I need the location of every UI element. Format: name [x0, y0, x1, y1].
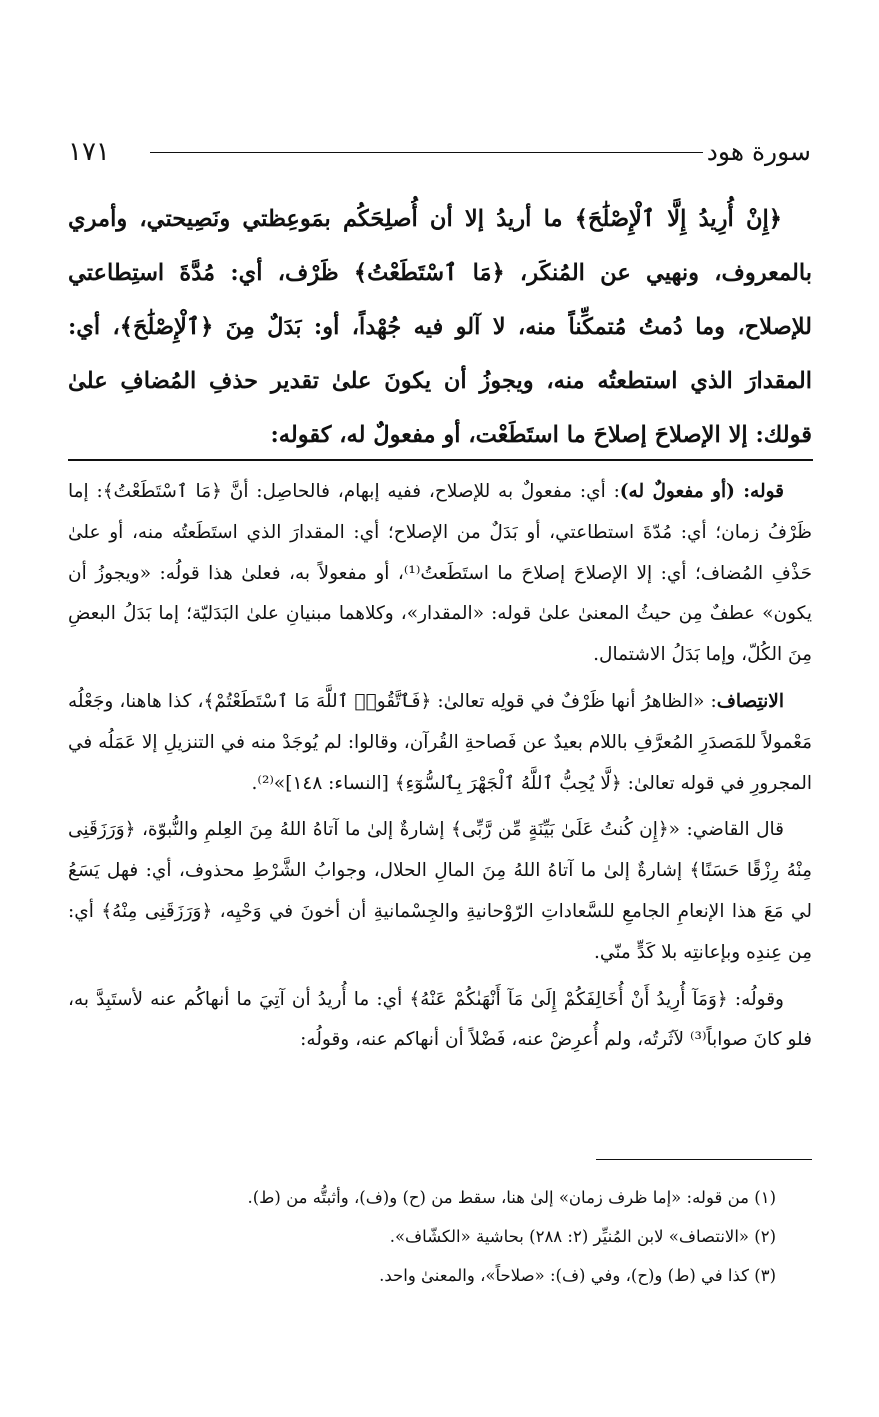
main-paragraph: ﴿إِنْ أُرِيدُ إِلَّا ٱلْإِصْلَٰحَ﴾ ما أريدُ إلا أن أُصلِحَكُم بمَوعِظتي ونَصِيحتي، وأمري بالمعروف، ونهيي عن المُنكَر، ﴿مَا ٱسْتَطَعْتُ﴾ ظَرْف، أي: مُدَّةَ استِطاعتي للإصلاح، وما دُمتُ مُتمكِّناً منه، لا آلو فيه جُهْداً، أو: بَدَلٌ مِنَ ﴿ٱلْإِصْلَٰحَ﴾، أي: المقدارَ الذي استطعتُه منه، ويجوزُ أن يكونَ علىٰ تقدير حذفِ المُضافِ علىٰ قولك: إلا الإصلاحَ إصلاحَ ما استَطَعْت، أو مفعولٌ له، كقوله:	[68, 206, 812, 448]
commentary-paragraph	[68, 472, 812, 676]
footnote: (٣) كذا في (ط) و(ح)، وفي (ف): «صلاحاً»، والمعنىٰ واحد.	[379, 1266, 776, 1285]
footnote: (١) من قوله: «إما ظرف زمان» إلىٰ هنا، سقط من (ح) و(ف)، وأثبتُّه من (ط).	[247, 1188, 776, 1207]
main-text	[68, 192, 812, 462]
commentary-paragraph: وقولُه: ﴿وَمَآ أُرِيدُ أَنْ أُخَالِفَكُمْ إِلَىٰ مَآ أَنْهَىٰكُمْ عَنْهُ﴾ أي: ما أُريدُ أن آتِيَ ما أنهاكُم عنه لأستَبِدَّ به، فلو كانَ صواباً⁽³⁾ لآثَرتُه، ولم أُعرِضْ عنه، فَضْلاً أن أنهاكم عنه، وقولُه:	[68, 988, 812, 1051]
commentary-text: : أي: مفعولٌ به للإصلاح، ففيه إبهام، فالحاصِل: أنَّ ﴿مَا ٱسْتَطَعْتُ﴾: إما ظَرْفُ زمان؛ أي: مُدّةَ استطاعتي، أو بَدَلٌ من الإصلاح؛ أي: المقدارَ الذي استَطَعتُه منه، أو علىٰ حَذْفِ المُضاف؛ أي: إلا الإصلاحَ إصلاحَ ما استَطَعتُ⁽¹⁾، أو مفعولاً به، فعلىٰ هذا قولُه: «ويجوزُ أن يكون» عطفٌ مِن حيثُ المعنىٰ علىٰ قوله: «المقدار»، وكلاهما مبنيانِ علىٰ البَدَليّة؛ إما بَدَلُ البعضِ مِنَ الكُلّ، وإما بَدَلُ الاشتمال.	[68, 481, 812, 666]
commentary-text: : «الظاهرُ أنها ظَرْفٌ في قولِه تعالىٰ: ﴿فَٱتَّقُوا۟ ٱللَّهَ مَا ٱسْتَطَعْتُمْ﴾، كذا هاهنا، وجَعْلُه مَعْمولاً للمَصدَرِ المُعرَّفِ باللام بعيدٌ عن فَصاحةِ القُرآن، وقالوا: لم يُوجَدْ منه في التنزيلِ إلا عَمَلُه في المجرورِ في قوله تعالىٰ: ﴿لَّا يُحِبُّ ٱللَّهُ ٱلْجَهْرَ بِٱلسُّوٓءِ﴾ [النساء: ١٤٨]»⁽²⁾.	[68, 690, 812, 794]
page-number: ١٧١	[68, 137, 110, 167]
page-header	[68, 132, 811, 172]
surah-title: سورة هود	[706, 137, 811, 166]
footnotes	[68, 1178, 812, 1295]
commentary-lead: الانتِصاف	[716, 690, 784, 712]
commentary-paragraph: قال القاضي: «﴿إِن كُنتُ عَلَىٰ بَيِّنَةٍ مِّن رَّبِّى﴾ إشارةٌ إلىٰ ما آتاهُ اللهُ مِنَ العِلمِ والنُّبوّة، ﴿وَرَزَقَنِى مِنْهُ رِزْقًا حَسَنًا﴾ إشارةٌ إلىٰ ما آتاهُ اللهُ مِنَ المالِ الحلال، وجوابُ الشَّرْطِ محذوف، أي: فهل يَسَعُ لي مَعَ هذا الإنعامِ الجامعِ للسَّعاداتِ الرّوْحانيةِ والجِسْمانيةِ أن أخونَ في وَحْيِه، ﴿وَرَزَقَنِى مِنْهُ﴾ أي: مِن عِندِه وبإعانتِه بلا كَدٍّ منّي.	[68, 819, 812, 963]
section-divider	[68, 459, 813, 461]
footnote: (٢) «الانتصاف» لابن المُنيِّر (٢: ٢٨٨) بحاشية «الكشّاف».	[389, 1227, 776, 1246]
commentary-paragraph	[68, 682, 812, 804]
commentary	[68, 472, 812, 1067]
commentary-lead: قوله: (أو مفعولٌ له)	[619, 481, 784, 502]
header-rule	[150, 152, 703, 153]
footnote-rule	[596, 1159, 812, 1160]
